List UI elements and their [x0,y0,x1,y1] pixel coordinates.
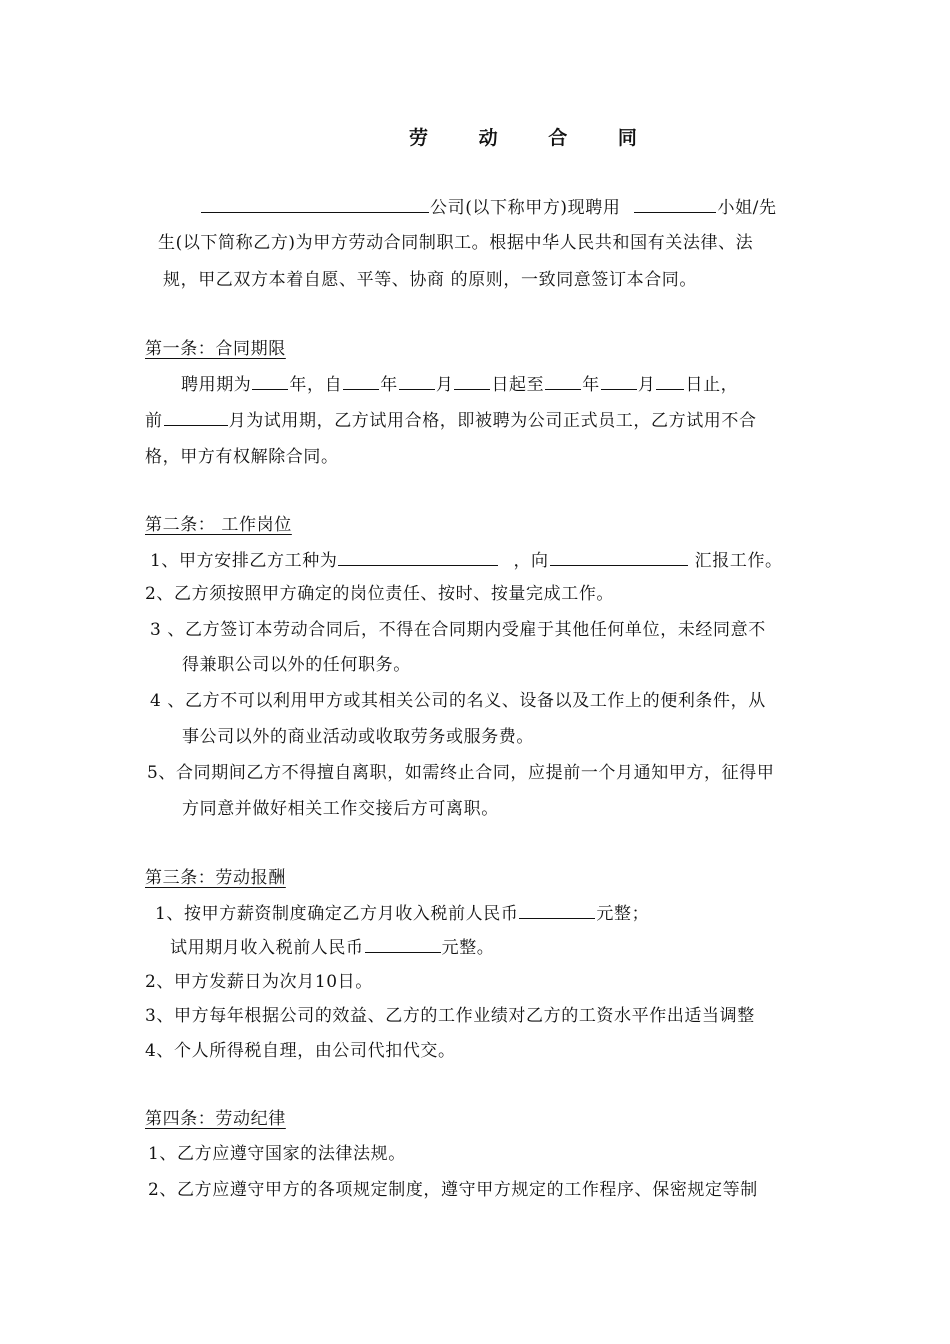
s2-text: ，向 [513,551,549,571]
report-to-blank[interactable] [550,549,688,566]
s3-item-1b [170,936,494,959]
s1-text: 年，自 [289,375,343,395]
s2-item-4-line-1: 4 、乙方不可以利用甲方或其相关公司的名义、设备以及工作上的便利条件，从 [150,691,766,711]
s3-text: 元整； [596,904,650,924]
s1-text: 年 [582,375,600,395]
intro-line-2: 生(以下简称乙方)为甲方劳动合同制职工。根据中华人民共和国有关法律、法 [158,233,754,253]
intro-text: 公司(以下称甲方)现聘用 [430,198,621,218]
s1-text: 月 [435,375,454,395]
end-day-blank[interactable] [656,373,684,390]
section-2-heading: 第二条： 工作岗位 [145,515,292,535]
job-type-blank[interactable] [338,549,498,566]
s3-item-3: 3、甲方每年根据公司的效益、乙方的工作业绩对乙方的工资水平作出适当调整 [145,1006,755,1026]
start-day-blank[interactable] [454,373,490,390]
s1-text: 日起至 [491,375,545,395]
s3-item-2: 2、甲方发薪日为次月10日。 [145,972,373,992]
s3-item-4: 4、个人所得税自理，由公司代扣代交。 [145,1041,456,1061]
s2-text: 汇报工作。 [694,551,783,571]
monthly-salary-blank[interactable] [519,902,595,919]
end-year-blank[interactable] [545,373,581,390]
s2-item-2: 2、乙方须按照甲方确定的岗位责任、按时、按量完成工作。 [145,584,615,604]
s2-item-3-line-2: 得兼职公司以外的任何职务。 [182,655,411,675]
s2-item-5-line-2: 方同意并做好相关工作交接后方可离职。 [182,799,499,819]
employee-name-blank[interactable] [634,196,716,213]
s2-item-1 [150,549,783,572]
s2-item-3-line-1: 3 、乙方签订本劳动合同后，不得在合同期内受雇于其他任何单位，未经同意不 [150,620,766,640]
start-month-blank[interactable] [399,373,435,390]
start-year-blank[interactable] [343,373,379,390]
s1-text: 日止， [685,375,739,395]
s2-text: 1、甲方安排乙方工种为 [150,551,338,571]
s1-text: 月为试用期，乙方试用合格，即被聘为公司正式员工，乙方试用不合 [228,411,757,431]
s3-item-1 [155,902,649,925]
s2-item-4-line-2: 事公司以外的商业活动或收取劳务或服务费。 [182,727,534,747]
s1-text: 前 [145,411,163,431]
section-1-heading: 第一条：合同期限 [145,339,286,359]
s3-text: 元整。 [441,938,495,958]
end-month-blank[interactable] [601,373,637,390]
document-title: 劳 动 合 同 [409,127,659,149]
s1-line-1 [181,373,738,396]
s1-text: 聘用期为 [181,375,252,395]
s1-line-3: 格，甲方有权解除合同。 [145,447,339,467]
s4-item-2: 2、乙方应遵守甲方的各项规定制度，遵守甲方规定的工作程序、保密规定等制 [148,1180,758,1200]
s1-text: 年 [380,375,398,395]
probation-months-blank[interactable] [164,409,228,426]
section-4-heading: 第四条：劳动纪律 [145,1109,286,1129]
intro-text: 小姐/先 [717,198,777,218]
s3-text: 试用期月收入税前人民币 [170,938,364,958]
probation-salary-blank[interactable] [365,936,441,953]
s1-text: 月 [637,375,656,395]
intro-line-1 [200,196,777,219]
s3-text: 1、按甲方薪资制度确定乙方月收入税前人民币 [155,904,519,924]
section-3-heading: 第三条：劳动报酬 [145,868,286,888]
s4-item-1: 1、乙方应遵守国家的法律法规。 [148,1144,406,1164]
s2-item-5-line-1: 5、合同期间乙方不得擅自离职，如需终止合同，应提前一个月通知甲方，征得甲 [147,763,775,783]
company-name-blank[interactable] [201,196,429,213]
s1-line-2 [145,409,757,432]
term-years-blank[interactable] [252,373,288,390]
intro-line-3: 规，甲乙双方本着自愿、平等、协商 的原则，一致同意签订本合同。 [163,270,698,290]
